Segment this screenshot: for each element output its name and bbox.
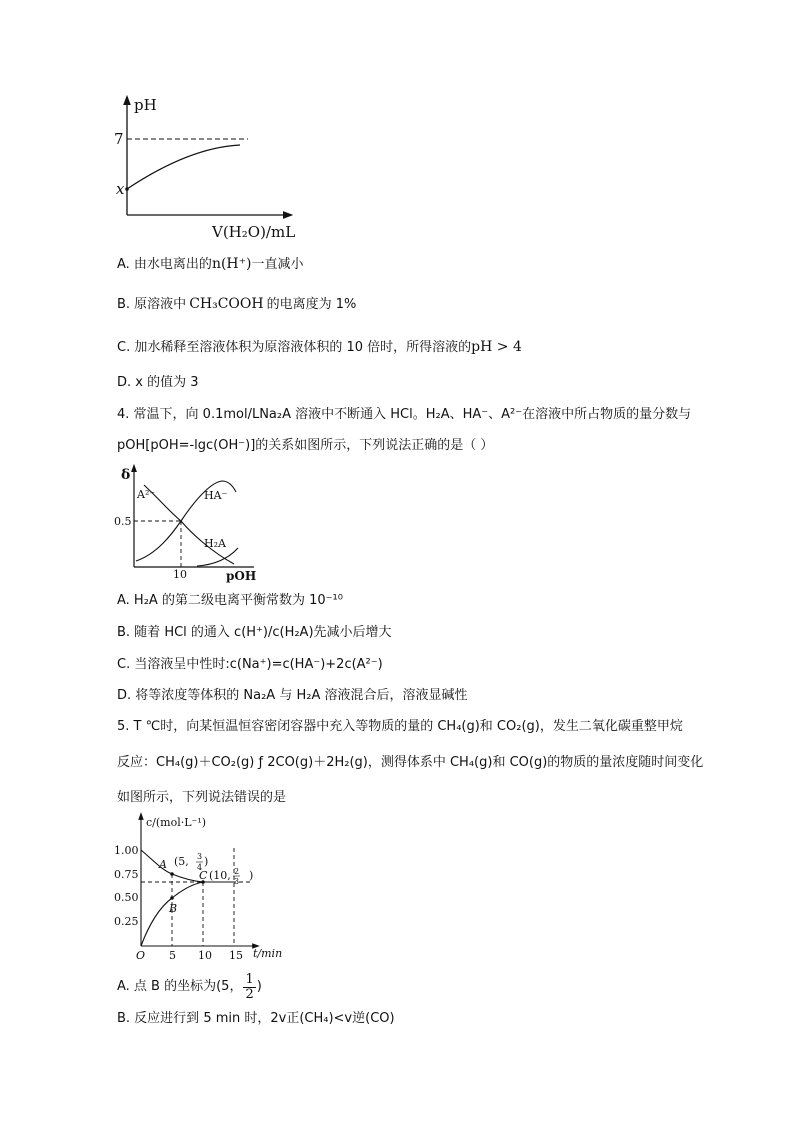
point-c-coord: (10,	[209, 869, 231, 882]
q4-option-a: A. H₂A 的第二级电离平衡常数为 10⁻¹⁰	[117, 593, 343, 608]
q4-stem-line2: pOH[pOH=-lgc(OH⁻)]的关系如图所示，下列说法正确的是（ ）	[117, 438, 494, 453]
ph-curve	[127, 145, 240, 189]
concentration-figure	[110, 812, 295, 964]
acetic-acid-formula: CH₃COOH	[189, 296, 264, 312]
q3-option-d: D. x 的值为 3	[117, 375, 199, 390]
tick-7: 7	[114, 130, 124, 148]
q5-option-a: A. 点 B 的坐标为(5， $\frac{1}{2}$ )	[117, 971, 262, 1002]
point-a-label: A	[159, 858, 167, 871]
y-tick-0.75: 0.75	[114, 868, 139, 881]
y-tick-0.50: 0.50	[114, 891, 139, 904]
y-tick-0.25: 0.25	[114, 915, 139, 928]
y-axis-label: δ	[121, 467, 131, 483]
point-a-close: )	[204, 855, 209, 868]
label-a2: A²⁻	[137, 488, 156, 501]
q4-stem-line1: 4. 常温下，向 0.1mol/LNa₂A 溶液中不断通入 HCl。H₂A、HA⁻、A²⁻在溶液中所占物质的量分数与	[117, 407, 692, 422]
ph-dilution-figure	[100, 92, 310, 242]
point-c-den: 3	[234, 877, 240, 886]
distribution-figure	[112, 462, 262, 584]
n-h-formula: n(H⁺)	[211, 256, 252, 272]
q5-stem-line2: 反应：CH₄(g)＋CO₂(g) ƒ 2CO(g)＋2H₂(g)，测得体系中 CH₄(g)和 CO(g)的物质的量浓度随时间变化	[117, 755, 704, 770]
q5-stem-line3: 如图所示，下列说法错误的是	[117, 790, 287, 805]
q5-option-b: B. 反应进行到 5 min 时，2v正(CH₄)<v逆(CO)	[117, 1011, 395, 1026]
y-tick-1.00: 1.00	[114, 844, 139, 857]
point-b-label: B	[169, 902, 178, 915]
point-a-coord: (5,	[174, 855, 189, 868]
tick-x: x	[116, 180, 125, 198]
y-axis-label: pH	[134, 96, 157, 114]
point-c-num: 2	[234, 867, 240, 876]
x-axis-label: V(H₂O)/mL	[212, 223, 296, 241]
q3-option-b: B. 原溶液中 CH₃COOH 的电离度为 1%	[117, 296, 357, 312]
x-axis-label: t/min	[253, 947, 283, 960]
x-axis-label: pOH	[226, 569, 257, 583]
label-h2a: H₂A	[204, 537, 226, 550]
point-c-label: C	[199, 869, 208, 882]
point-a-den: 4	[197, 863, 203, 872]
q3-option-a: A. 由水电离出的n(H⁺)一直减小	[117, 256, 304, 272]
ph-condition: pH > 4	[471, 339, 522, 355]
label-ha: HA⁻	[204, 489, 228, 502]
x-tick-5: 5	[169, 949, 176, 962]
fraction-numerator: 1	[245, 971, 254, 987]
q4-option-c: C. 当溶液呈中性时:c(Na⁺)=c(HA⁻)+2c(A²⁻)	[117, 657, 383, 672]
point-a-marker	[170, 872, 174, 876]
q4-option-d: D. 将等浓度等体积的 Na₂A 与 H₂A 溶液混合后，溶液显碱性	[117, 688, 468, 703]
half-fraction	[243, 973, 255, 1002]
x-tick-10: 10	[198, 949, 212, 962]
q3-option-c: C. 加水稀释至溶液体积为原溶液体积的 10 倍时，所得溶液的pH > 4	[117, 339, 522, 355]
q5-stem-line1: 5. T ℃时，向某恒温恒容密闭容器中充入等物质的量的 CH₄(g)和 CO₂(g)，发生二氧化碳重整甲烷	[117, 719, 683, 734]
y-axis-label: c/(mol·L⁻¹)	[146, 816, 207, 829]
point-b-marker	[170, 896, 174, 900]
fraction-denominator: 2	[245, 986, 254, 1002]
q4-option-b: B. 随着 HCl 的通入 c(H⁺)/c(H₂A)先减小后增大	[117, 625, 392, 640]
origin-label: O	[136, 949, 146, 962]
tick-0.5: 0.5	[114, 515, 132, 528]
point-a-num: 3	[197, 852, 203, 861]
point-c-close: )	[249, 869, 254, 882]
tick-10: 10	[173, 568, 187, 581]
x-tick-15: 15	[229, 949, 243, 962]
